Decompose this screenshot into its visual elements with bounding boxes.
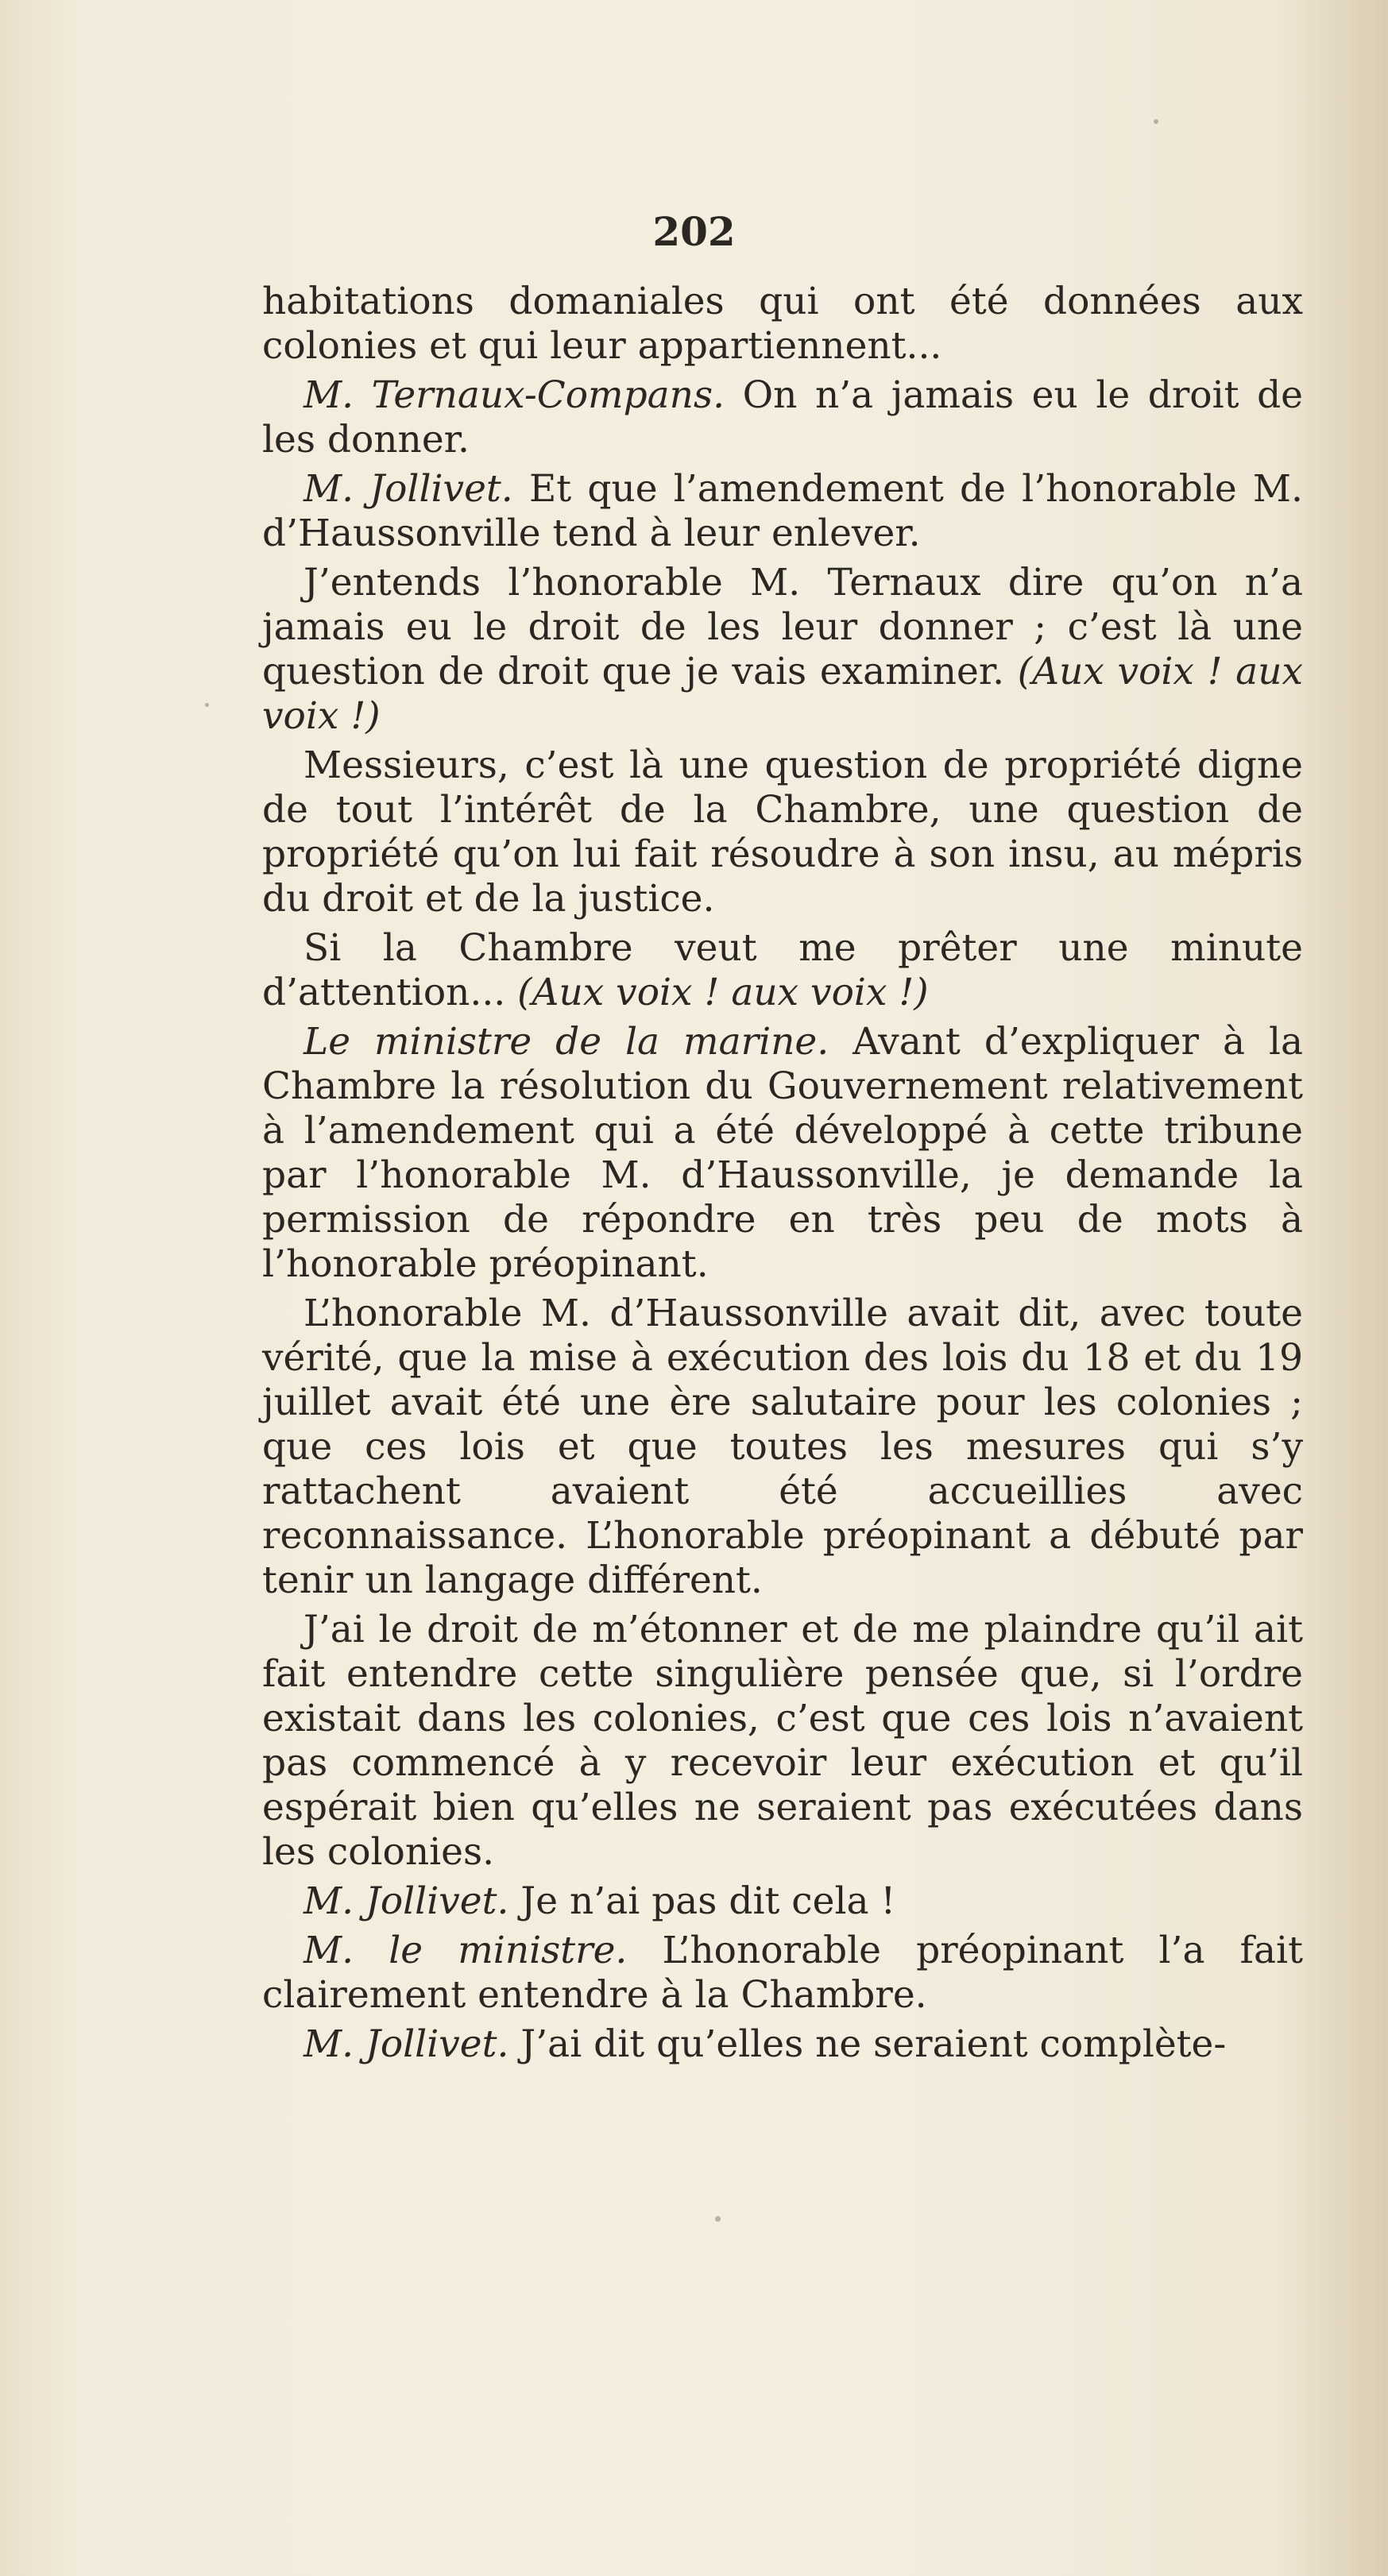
- page-number: 202: [652, 208, 736, 255]
- paper-speck: [205, 703, 209, 707]
- speaker-name: Le ministre de la marine.: [304, 1020, 829, 1064]
- paragraph-text: Je n’ai pas dit cela !: [520, 1879, 896, 1923]
- speaker-name: M. Jollivet.: [304, 2022, 509, 2066]
- paragraph: [262, 1292, 1303, 1603]
- paragraph: [262, 561, 1303, 739]
- speaker-name: M. Jollivet.: [304, 467, 513, 511]
- paragraph: [262, 373, 1303, 462]
- paragraph-text: J’ai dit qu’elles ne seraient complète-: [520, 2022, 1227, 2066]
- speaker-name: M. Ternaux-Compans.: [304, 373, 725, 417]
- paragraph: [262, 280, 1303, 369]
- paragraph-text: Et que l’amendement de l’honorable M. d’Haussonville tend à leur enlever.: [262, 467, 1303, 555]
- paragraph: [262, 743, 1303, 921]
- interjection: (Aux voix ! aux voix !): [517, 971, 929, 1014]
- paragraph-text: J’ai le droit de m’étonner et de me plaindre qu’il ait fait entendre cette singulière pensée que, si l’ordre existait dans les colonies, c’est que ces lois n’avaient pas commencé à y recevoir leur exécution et qu’il espérait bien qu’elles ne seraient pas exécutées dans les colonies.: [262, 1608, 1303, 1874]
- page-text: [262, 280, 1303, 2072]
- paragraph: [262, 1879, 1303, 1924]
- paragraph: [262, 2022, 1303, 2067]
- paragraph-text: L’honorable préopinant l’a fait clairement entendre à la Chambre.: [262, 1929, 1303, 2017]
- paragraph-text: Si la Chambre veut me prêter une minute d’attention...: [262, 926, 1303, 1014]
- paragraph: [262, 1020, 1303, 1287]
- paragraph: [262, 926, 1303, 1015]
- paragraph-text: Messieurs, c’est là une question de propriété digne de tout l’intérêt de la Chambre, une question de propriété qu’on lui fait résoudre à son insu, au mépris du droit et de la justice.: [262, 743, 1303, 921]
- paragraph-text: L’honorable M. d’Haussonville avait dit, avec toute vérité, que la mise à exécution des lois du 18 et du 19 juillet avait été une ère salutaire pour les colonies ; que ces lois et que toutes les mesures qui s’y rattachent avaient été accueillies avec reconnaissance. L’honorable préopinant a débuté par tenir un langage différent.: [262, 1292, 1303, 1602]
- speaker-name: M. le ministre.: [304, 1929, 628, 1972]
- speaker-name: M. Jollivet.: [304, 1879, 509, 1923]
- paper-speck: [715, 2216, 721, 2222]
- paragraph-text: Avant d’expliquer à la Chambre la résolution du Gouvernement relativement à l’amendement qui a été développé à cette tribune par l’honorable M. d’Haussonville, je demande la permission de répondre en très peu de mots à l’honorable préopinant.: [262, 1020, 1303, 1286]
- paragraph-text: J’entends l’honorable M. Ternaux dire qu’on n’a jamais eu le droit de les leur donner ; c’est là une question de droit que je vais examiner.: [262, 561, 1303, 693]
- interjection: (Aux voix ! aux voix !): [262, 650, 1303, 738]
- paragraph-text: habitations domaniales qui ont été données aux colonies et qui leur appartiennent...: [262, 280, 1303, 368]
- paragraph: [262, 467, 1303, 556]
- paragraph: [262, 1929, 1303, 2018]
- paper-speck: [1154, 119, 1158, 124]
- paragraph: [262, 1608, 1303, 1875]
- paragraph-text: On n’a jamais eu le droit de les donner.: [262, 373, 1303, 462]
